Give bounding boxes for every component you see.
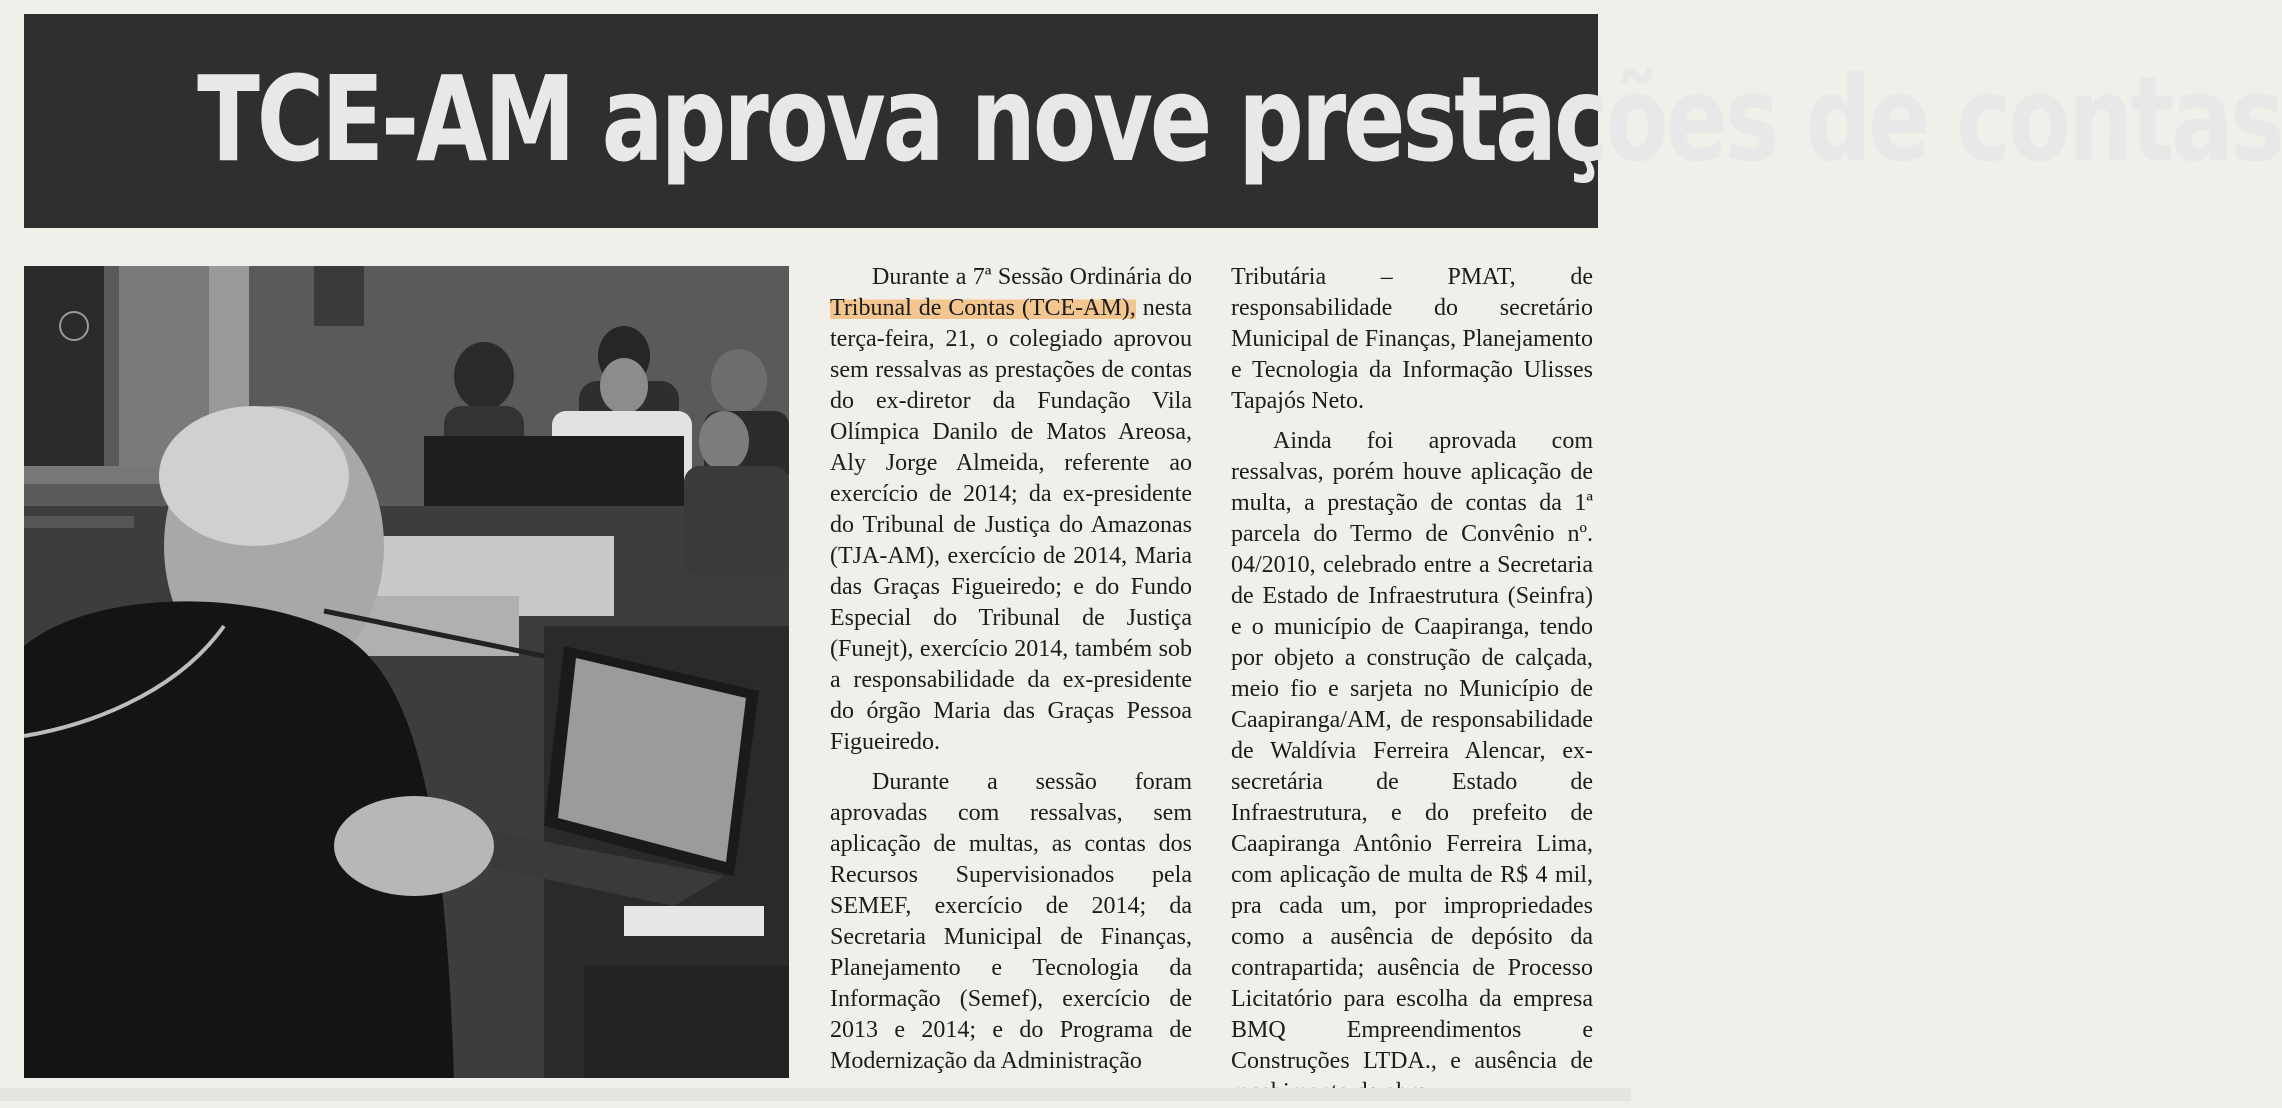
headline-banner xyxy=(24,14,2282,228)
article-paragraph: Durante a sessão foram aprovadas com ressalvas, sem aplicação de multas, as contas dos Recursos Supervisionados pela SEMEF, exercício de 2014; da Secretaria Municipal de Finanças, Planejamento e Tecnologia da Informação (Semef), exercício de 2013 e 2014; e do Programa de Modernização da Administração xyxy=(830,769,1192,1074)
session-photo-illustration xyxy=(24,266,789,1078)
headline: TCE-AM aprova nove prestações de contas xyxy=(197,50,2282,188)
article-column-2 xyxy=(1231,262,1593,1108)
article-photo xyxy=(24,266,789,1078)
highlighted-text: Tribunal de Contas (TCE-AM), xyxy=(830,295,1136,321)
page-edge xyxy=(0,1088,1631,1101)
article-paragraph: Ainda foi aprovada com ressalvas, porém houve aplicação de multa, a prestação de contas da 1ª parcela do Termo de Convênio nº. 04/2010, celebrado entre a Secretaria de Estado de Infraestrutura (Seinfra) e o município de Caapiranga, tendo por objeto a construção de calçada, meio fio e sarjeta no Município de Caapiranga/AM, de responsabilidade de Waldívia Ferreira Alencar, ex-secretária de Estado de Infraestrutura, e do prefeito de Caapiranga Antônio Ferreira Lima, com aplicação de multa de R$ 4 mil, pra cada um, por impropriedades como a ausência de depósito da contrapartida; ausência de Processo Licitatório para escolha da empresa BMQ Empreendimentos e Construções LTDA., e ausência de xyxy=(1231,428,1593,1074)
paragraph-text: Durante a 7ª Sessão Ordinária do xyxy=(872,264,1192,290)
article-paragraph xyxy=(830,262,1192,758)
paragraph-text: nesta terça-feira, 21, o colegiado aprovou sem ressalvas as prestações de contas do ex-diretor da Fundação Vila Olímpica Danilo de Matos Areosa, Aly Jorge Almeida, referente ao exercício de 2014; da ex-presidente do Tribunal de Justiça do Amazonas (TJA-AM), exercício de 2014, Maria das Graças Figueiredo; e do Fundo Especial do Tribunal de Justiça (Funejt), exercício 2014, também sob a responsabilidade da ex-presidente do órgão Maria das Graças Pessoa Figueiredo. xyxy=(830,295,1193,755)
article-column-1 xyxy=(830,262,1192,1077)
article-paragraph: Tributária – PMAT, de responsabilidade do secretário Municipal de Finanças, Planejamento e Tecnologia da Informação Ulisses Tapajós Neto. xyxy=(1231,264,1593,414)
